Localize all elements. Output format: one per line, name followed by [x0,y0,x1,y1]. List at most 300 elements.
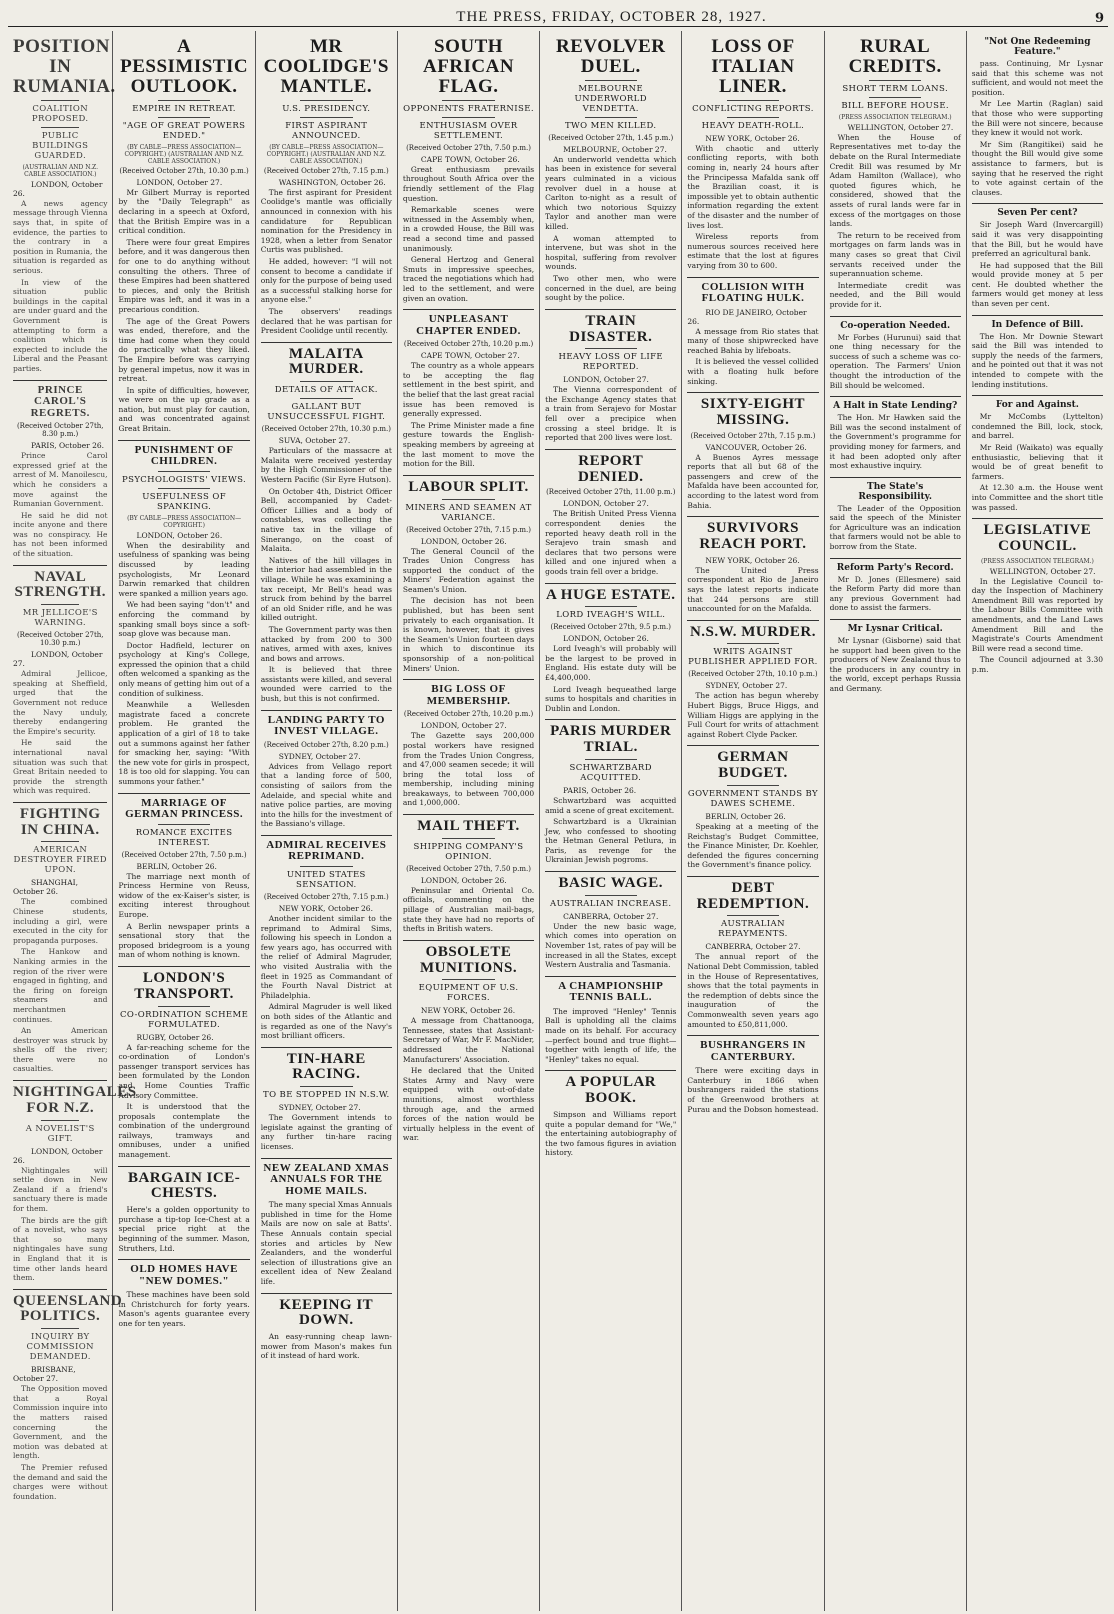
article-paragraph: The Gazette says 200,000 postal workers have resigned from the Trades Union Congress, and 47,000 seamen secede; it will bring the total loss of membership, including mining breakaways, to between 700,000 and 1,000,000. [402,731,535,808]
article-paragraph: These machines have been sold in Christchurch for forty years. Mason's agents guarantee every one for ten years. [118,1290,250,1328]
dateline: NEW YORK, October 26. [278,904,373,913]
article-headline: LONDON'S TRANSPORT. [134,970,234,1002]
article-paragraph: In the Legislative Council to-day the Inspection of Machinery Amendment Bill was reported by the Labour Bills Committee with amendments, and the Land Laws Amendment Bill and the Magistrate's Courts Amendment Bill were read a second time. [971,576,1104,653]
article-deck: "AGE OF GREAT POWERS ENDED." [122,120,246,141]
article-headline: A HUGE ESTATE. [546,586,676,603]
article-deck: BILL BEFORE HOUSE. [841,100,950,111]
article-deck: HEAVY DEATH-ROLL. [701,120,805,131]
article-divider [830,619,961,620]
article-paragraph: It is believed the vessel collided with a floating hulk before sinking. [687,357,819,386]
dateline: BERLIN, October 26. [705,811,786,821]
article-deck: FIRST ASPIRANT ANNOUNCED. [285,120,368,141]
article-headline: A PESSIMISTIC OUTLOOK. [120,36,249,97]
dateline: WELLINGTON, October 27. [989,566,1096,576]
received-time: (Received October 27th, 7.50 p.m.) [406,864,531,873]
article-deck: MELBOURNE UNDERWORLD VENDETTA. [574,83,647,114]
dateline: BRISBANE, October 27. [13,1365,76,1384]
dateline: NEW YORK, October 26. [705,133,800,143]
article [830,37,961,310]
article-paragraph: The Leader of the Opposition said the speech of the Minister for Agriculture was an indication that farmers would not be able to borrow from the State. [829,503,961,552]
dateline: SYDNEY, October 27. [705,681,788,691]
dateline: LONDON, October 26. [420,875,507,885]
article-headline: NEW ZEALAND XMAS ANNUALS FOR THE HOME MAILS. [263,1161,390,1197]
article-paragraph: He added, however: "I will not consent to become a candidate if only for the purpose of being used as a successful stalking horse for anyone else." [260,256,392,305]
article-headline: LANDING PARTY TO INVEST VILLAGE. [267,713,385,738]
article-paragraph: In view of the situation public buildings in the capital are under guard and the Government is attempting to form a coalition which is expected to include the Liberal and the Peasant parties. [13,277,108,373]
article-deck: WRITS AGAINST PUBLISHER APPLIED FOR. [688,647,818,668]
article-headline: OBSOLETE MUNITIONS. [419,943,518,976]
article-headline: PARIS MURDER TRIAL. [550,723,672,756]
received-time: (Received October 27th, 7.15 p.m.) [263,166,389,175]
article-headline: BASIC WAGE. [558,875,663,892]
masthead [8,4,1108,27]
article-paragraph: It is believed that three assistants were killed, and several wounded were carried to the bush, but this is not confirmed. [260,665,392,704]
dateline: LONDON, October 27. [563,499,649,509]
article-divider [687,620,818,621]
article-divider [687,277,818,278]
article-deck: CONFLICTING REPORTS. [692,103,814,114]
article-deck: PUBLIC BUILDINGS GUARDED. [32,130,89,161]
article-divider [687,876,818,877]
article-paragraph: The decision has not been published, but has been sent privately to each organisation. It is known, however, that it gives the Seamen's Union fourteen days in which to discontinue its sponsorship of a non-political Miners' Union. [402,596,535,673]
article-paragraph: Two other men, who were concerned in the duel, are being sought by the police. [545,274,677,303]
article-headline: BUSHRANGERS IN CANTERBURY. [700,1039,806,1063]
article-headline: QUEENSLAND POLITICS. [13,1292,123,1325]
article-headline: LABOUR SPLIT. [408,478,529,495]
article-paragraph: The Vienna correspondent of the Exchange Agency states that a train from Serajevo for Mostar fell over a precipice when crossing a steel bridge. It is reported that 200 lives were lost. [545,385,677,443]
article-divider [13,380,107,381]
article-divider [972,518,1103,519]
article-divider [545,583,676,584]
article [13,1292,123,1502]
wire-credit: (BY CABLE—PRESS ASSOCIATION—COPYRIGHT.) [127,514,242,529]
received-time: (Received October 27th, 11.00 p.m.) [546,488,676,497]
article [403,314,534,469]
article-headline: UNPLEASANT CHAPTER ENDED. [416,313,521,337]
article [972,523,1103,674]
article-divider [403,475,534,476]
wire-credit: (PRESS ASSOCIATION TELEGRAM.) [838,113,952,121]
dateline: SYDNEY, October 27. [278,1103,361,1113]
article [687,37,818,271]
article-paragraph: A Berlin newspaper prints a sensational story that the proposed bridegroom is a young man of whom nothing is known. [118,921,250,960]
dateline: LONDON, October 27. [13,650,103,669]
article-divider [687,392,818,393]
article-paragraph: Simpson and Williams report quite a popular demand for "We," the entertaining autobiography of the two famous figures in aviation history. [545,1109,677,1158]
dateline: LONDON, October 26. [420,536,507,546]
article-paragraph: The country as a whole appears to be accepting the flag settlement in the best spirit, and the belief that the last great racial issue has been removed is generally expressed. [402,361,535,419]
article-deck: UNITED STATES SENSATION. [286,870,366,890]
dateline: WELLINGTON, October 27. [847,122,954,132]
article-paragraph: The observers' readings declared that he was partisan for President Coolidge until recently. [260,306,392,336]
article-headline: OLD HOMES HAVE "NEW DOMES." [130,1263,238,1287]
article-paragraph: The marriage next month of Princess Hermine von Reuss, widow of the ex-Kaiser's sister, is exciting interest throughout Europe. [118,871,250,920]
article-deck: ROMANCE EXCITES INTEREST. [135,827,233,848]
column-4 [398,31,540,1611]
article-paragraph: An easy-running cheap lawn-mower from Mason's makes fun of it instead of hard work. [260,1332,392,1361]
article-headline: MARRIAGE OF GERMAN PRINCESS. [125,796,244,821]
article-paragraph: When the House of Representatives met to-day the debate on the Rural Intermediate Credit Bill was resumed by Mr Adam Hamilton (Wallace), who quoted figures which, he considered, showed that the assets of rural lands were far in excess of the mortgages on those lands. [829,132,961,229]
article [830,563,961,613]
article [972,400,1103,512]
article-headline: POSITION IN RUMANIA. [13,36,116,97]
article-divider [13,1289,107,1290]
article-deck: DETAILS OF ATTACK. [274,385,378,396]
article-headline: COLLISION WITH FLOATING HULK. [701,280,805,305]
article-paragraph: Great enthusiasm prevails throughout South Africa over the friendly settlement of the Flag question. [402,164,535,203]
article-deck: U.S. PRESIDENCY. [282,103,371,114]
article-headline: REPORT DENIED. [577,452,644,485]
article-headline: Reform Party's Record. [836,562,954,573]
article-divider [545,976,676,977]
article-paragraph: It is understood that the proposals contemplate the combination of the underground railways, tramways and omnibuses, under a unified management. [118,1102,250,1160]
article-headline: MAIL THEFT. [417,818,520,835]
article-paragraph: A message from Chattanooga, Tennessee, states that Assistant-Secretary of War, Mr F. MacNider, addressed the National Manufacturers' Association. [402,1016,535,1064]
article-paragraph: Mr D. Jones (Ellesmere) said the Reform Party did more than any previous Government had done to assist the farmers. [829,574,961,613]
article-deck: A NOVELIST'S GIFT. [25,1123,95,1144]
article-headline: A POPULAR BOOK. [565,1074,657,1107]
article [261,840,392,1041]
article-paragraph: The United Press correspondent at Rio de Janeiro says the latest reports indicate that 244 persons are still unaccounted for on the Mafalda. [687,565,819,614]
article [687,521,818,613]
article-deck: AMERICAN DESTROYER FIRED UPON. [13,845,107,876]
article-deck: TWO MEN KILLED. [564,120,657,131]
article-headline: LEGISLATIVE COUNCIL. [983,522,1092,554]
article-paragraph: The British United Press Vienna correspondent denies the reported heavy death roll in the Serajevo train smash and declares that two persons were killed and one injured when a goods train fell over a bridge. [545,509,677,576]
received-time: (Received October 27th, 10.30 p.m.) [261,425,391,434]
article-divider [687,745,818,746]
article-paragraph: In spite of difficulties, however, we were on the up grade as a nation, but must play for caution, and was concentrated against Great Britain. [118,385,250,434]
article-paragraph: Advices from Vellago report that a landing force of 500, consisting of sailors from the Adelaide, and special white and native police parties, are moving into the hills for the investment of the Bassiano's village. [260,761,392,829]
article-divider [118,1259,249,1260]
article-paragraph: On October 4th, District Officer Bell, accompanied by Cadet-Officer Lillies and a body of constables, was collecting the native tax in the village of Sinerango, on the coast of Malaita. [260,486,392,554]
article-deck: COALITION PROPOSED. [31,103,89,124]
article-divider [830,396,961,397]
article-deck: AUSTRALIAN REPAYMENTS. [718,919,788,940]
article [545,454,676,577]
article-paragraph: The return to be received from mortgages on farm lands was in many cases so great that Civil servants received under the superannuation scheme. [829,230,961,279]
article-paragraph: Lord Iveagh's will probably will be the largest to be proved in England. His estate duty will be £4,400,000. [545,644,677,683]
dateline: LONDON, October 27. [136,177,223,187]
article [545,876,676,970]
received-time: (Received October 27th, 10.30 p.m.) [16,631,104,648]
received-time: (Received October 27th, 7.15 p.m.) [263,893,389,901]
article-paragraph: Admiral Jellicoe, speaking at Sheffield, urged that the Government not reduce the Navy unduly, thereby endangering the Empire's security. [13,669,108,736]
article [261,1163,392,1287]
article-divider [261,1158,392,1159]
article-paragraph: An American destroyer was struck by shells off the river; there were no casualties. [13,1026,108,1074]
article-headline: SURVIVORS REACH PORT. [699,520,807,552]
article-deck: GALLANT BUT UNSUCCESSFUL FIGHT. [267,402,386,423]
article-divider [545,871,676,872]
article-paragraph: The action has begun whereby Hubert Biggs, Bruce Higgs, and William Higgs are applying in the Full Court for writs of attachment against Robert Clyde Packer. [687,691,819,739]
article-divider [972,203,1103,204]
dateline: LONDON, October 26. [13,1146,103,1165]
article-paragraph: Mr McCombs (Lyttelton) condemned the Bill, lock, stock, and barrel. [971,412,1104,441]
article-divider [545,309,676,310]
dateline: SUVA, October 27. [278,436,351,446]
article-divider [261,342,392,343]
article [545,588,676,714]
article-divider [830,316,961,317]
article-divider [403,309,534,310]
article [13,385,107,559]
wire-credit: (BY CABLE—PRESS ASSOCIATION—COPYRIGHT.) (AUSTRALIAN AND N.Z. CABLE ASSOCIATION.) [266,143,386,165]
received-time: (Received October 27th, 7.50 p.m.) [121,850,247,859]
article [261,37,392,336]
article [830,401,961,471]
article-paragraph: Wireless reports from numerous sources received here estimate that the lost at figures varying from 30 to 600. [687,232,819,270]
article-headline: ADMIRAL RECEIVES REPRIMAND. [266,838,387,863]
article [687,625,818,740]
column-7 [825,31,967,1611]
article-headline: RURAL CREDITS. [848,36,942,77]
article-divider [13,1080,107,1081]
article [403,945,534,1143]
column-1 [8,31,137,1611]
article-divider [830,477,961,478]
article-divider [403,679,534,680]
article-paragraph: Another incident similar to the reprimand to Admiral Sims, following his speech in London a few years ago, has occurred with the relief of Admiral Magruder, who visited Australia with the fleet in 1925 as Commandant of the Fourth Naval District at Philadelphia. [260,914,392,1000]
article-paragraph: Schwartzbard is a Ukrainian Jew, who confessed to shooting the Hetman General Petlura, in Paris, as revenge for the Ukrainian Jewish pogroms. [545,817,677,865]
article [118,445,249,787]
article [118,798,249,960]
article-paragraph: The age of the Great Powers was ended, therefore, and the time had come when they could do practically what they liked. The Empire before was carrying by general impetus, now it was in retreat. [118,316,250,384]
article-paragraph: A Buenos Ayres message reports that all but 68 of the passengers and crew of the Mafalda have been accounted for, according to the latest word from Bahia. [687,452,819,510]
column-5 [540,31,682,1611]
article-paragraph: The improved "Henley" Tennis Ball is upholding all the claims made on its behalf. For accuracy—perfect bound and true flight—together with length of life, the "Henley" takes no equal. [545,1006,677,1064]
article-paragraph: Schwartzbard was acquitted amid a scene of great excitement. [545,795,677,815]
article [261,1298,392,1361]
article-headline: TRAIN DISASTER. [569,312,653,345]
article-paragraph: The Government intends to legislate against the granting of any further tin-hare racing licenses. [260,1113,392,1151]
page-number: 9 [1094,11,1104,26]
wire-credit: (BY CABLE—PRESS ASSOCIATION—COPYRIGHT.) (AUSTRALIAN AND N.Z. CABLE ASSOCIATION.) [124,143,244,165]
article-deck: OPPONENTS FRATERNISE. [403,103,534,114]
article-paragraph: The Council adjourned at 3.30 p.m. [971,655,1104,674]
article-paragraph: pass. Continuing, Mr Lysnar said that this scheme was not sufficient, and would not meet the position. [971,59,1104,97]
article-divider [13,802,107,803]
article-divider [545,1070,676,1071]
article-paragraph: A news agency message through Vienna says that, in spite of evidence, the parties to the contrary in a position in Rumania, the situation is regarded as serious. [13,198,108,275]
article-paragraph: There were four great Empires before, and it was dangerous then for one to do anything without consulting the others. Three of these Empires had been shattered to pieces, and only the British Empire was left, and it was in a precarious condition. [118,237,250,314]
article [972,37,1103,197]
article-divider [261,710,392,711]
article [118,971,249,1160]
column-8 [967,31,1108,1611]
article-deck: USEFULNESS OF SPANKING. [142,491,226,512]
article [403,480,534,673]
dateline: CANBERRA, October 27. [563,911,659,921]
article-divider [545,719,676,720]
article [13,1084,137,1283]
article-headline: NIGHTINGALES FOR N.Z. [13,1084,137,1116]
dateline: NEW YORK, October 26. [705,555,800,565]
article-headline: PRINCE CAROL'S REGRETS. [30,383,90,419]
article [403,37,534,303]
article-deck: AUSTRALIAN INCREASE. [550,898,672,909]
article-divider [972,315,1103,316]
received-time: (Received October 27th, 7.15 p.m.) [690,431,816,440]
wire-credit: (AUSTRALIAN AND N.Z. CABLE ASSOCIATION.) [22,163,99,178]
article-deck: EMPIRE IN RETREAT. [132,103,236,114]
article-divider [972,395,1103,396]
dateline: PARIS, October 26. [563,785,637,795]
received-time: (Received October 27th, 10.20 p.m.) [403,340,534,349]
article-headline: PUNISHMENT OF CHILDREN. [134,443,234,468]
article [972,320,1103,390]
masthead-title: THE PRESS, FRIDAY, OCTOBER 28, 1927. [456,9,767,25]
article-divider [118,966,249,967]
article-headline: A CHAMPIONSHIP TENNIS BALL. [558,979,664,1004]
dateline: LONDON, October 26. [563,634,649,644]
article-divider [118,440,249,441]
article [261,347,392,704]
received-time: (Received October 27th, 9.5 p.m.) [550,623,671,632]
article-headline: For and Against. [995,400,1079,411]
article-paragraph: The Premier refused the demand and said the charges were without foundation. [13,1462,108,1501]
article-paragraph: Peninsular and Oriental Co. officials, commenting on the pillage of Australian mail-bags, state they have had no reports of thefts in British waters. [402,885,535,934]
article [687,397,818,510]
article-paragraph: The Hon. Mr Hawken said the Bill was the second instalment of the Government's programme for providing money for farmers, and it had been adopted only after most exhaustive inquiry. [829,413,961,471]
article [118,1171,249,1253]
article-headline: MR COOLIDGE'S MANTLE. [263,36,389,97]
dateline: SYDNEY, October 27. [278,751,361,761]
article-paragraph: There were exciting days in Canterbury in 1866 when bushrangers raided the stations of the Greenwood brothers at Purau and the Dobson homestead. [687,1066,819,1114]
article-headline: SOUTH AFRICAN FLAG. [422,36,515,97]
article-divider [403,940,534,941]
article-divider [261,835,392,836]
received-time: (Received October 27th, 7.15 p.m.) [406,525,531,534]
article-headline: LOSS OF ITALIAN LINER. [711,36,795,97]
dateline: NEW YORK, October 26. [420,1006,516,1016]
article-divider [118,1166,249,1167]
article-paragraph: Mr Lysnar (Gisborne) said that he support had been given to the producers of New Zealand thus to the producers in any country in the world, except perhaps Russia and Germany. [829,636,961,693]
article-deck: INQUIRY BY COMMISSION DEMANDED. [26,1332,94,1363]
article-headline: DEBT REDEMPTION. [696,879,810,912]
article-headline: MALAITA MURDER. [288,345,364,378]
article-paragraph: Meanwhile a Wellesden magistrate faced a concrete problem. He granted the application of a girl of 18 to take out a summons against her father for smacking her, saying: "With the new vote for girls in prospect, 18 is too old for slapping. You can summons your father." [118,700,250,786]
dateline: CAPE TOWN, October 27. [420,351,520,361]
dateline: LONDON, October 27. [420,721,507,731]
dateline: MELBOURNE, October 27. [563,144,667,154]
article-deck: CO-ORDINATION SCHEME FORMULATED. [119,1009,249,1030]
article-paragraph: He had supposed that the Bill would provide money at 5 per cent. He doubted whether the farmers would get money at less than seven per cent. [971,260,1104,309]
article-headline: SIXTY-EIGHT MISSING. [700,396,806,428]
article-headline: "Not One Redeeming Feature." [984,37,1091,57]
article [687,881,818,1029]
dateline: BERLIN, October 26. [136,861,217,871]
article-divider [118,793,249,794]
article-paragraph: Under the new basic wage, which comes into operation on November 1st, rates of pay will be increased in all the States, except Western Australia and Tasmania. [545,921,677,970]
article-paragraph: The General Council of the Trades Union Congress has supported the conduct of the Miners' Federation against the Seamen's Union. [402,546,535,594]
article [545,1075,676,1157]
article-paragraph: The Opposition moved that a Royal Commission inquire into the matters raised concerning the Government, and the motion was debated at length. [13,1384,108,1461]
article [13,36,116,374]
article [972,208,1103,308]
column-2 [113,31,255,1611]
dateline: RIO DE JANEIRO, October 26. [687,307,807,326]
article [830,482,961,552]
dateline: VANCOUVER, October 26. [705,442,807,452]
dateline: CAPE TOWN, October 26. [420,154,520,164]
article-paragraph: Mr Sim (Rangitikei) said he thought the Bill would give some assistance to farmers, but is saying that he reserved the right to vote against certain of the clauses. [971,139,1104,197]
article [118,37,249,434]
article-headline: Co-operation Needed. [840,320,951,331]
article-paragraph: Doctor Hadfield, lecturer on psychology at King's College, expressed the opinion that a child often welcomed a spanking as the only means of getting him out of a condition of sulkiness. [118,640,250,698]
article-headline: The State's Responsibility. [858,481,932,502]
article [13,570,107,796]
article-headline: FIGHTING IN CHINA. [19,805,101,838]
article [545,314,676,443]
article-deck: GOVERNMENT STANDS BY DAWES SCHEME. [687,788,819,809]
article [13,807,107,1074]
article-headline: GERMAN BUDGET. [717,749,789,782]
article-divider [545,449,676,450]
article [403,819,534,934]
article-paragraph: Particulars of the massacre at Malaita were received yesterday by the High Commissioner of the Western Pacific (Sir Eyre Hutson). [260,446,392,484]
article-paragraph: The birds are the gift of a novelist, who says that so many nightingales have sung in England that it is time other lands heard them. [13,1215,108,1283]
article-paragraph: General Hertzog and General Smuts in impressive speeches, traced the negotiations which had led to the settlement, and were given an ovation. [402,255,535,303]
article-paragraph: The Prime Minister made a fine gesture towards the English-speaking members by agreeing at the last moment to move the motion for the Bill. [402,420,535,469]
article-divider [403,814,534,815]
article-headline: TIN-HARE RACING. [286,1050,366,1083]
article-paragraph: Mr Forbes (Hurunui) said that one thing necessary for the success of such a scheme was co-operation. The Farmers' Union thought the introduction of the Bill should be welcomed. [829,332,961,390]
article [545,981,676,1065]
received-time: (Received October 27th, 8.20 p.m.) [263,740,389,749]
article-paragraph: A far-reaching scheme for the co-ordination of London's passenger transport services has been formulated by the London and Home Counties Traffic Advisory Committee. [118,1042,250,1100]
article-paragraph: Mr Lee Martin (Raglan) said that those who were supporting the Bill were not sincere, because they knew it would not work. [971,99,1104,138]
article-deck: MR JELLICOE'S WARNING. [22,608,98,629]
article [118,1264,249,1328]
article-paragraph: Intermediate credit was needed, and the Bill would provide for it. [829,280,961,309]
column-6 [682,31,824,1611]
article [261,715,392,829]
dateline: LONDON, October 26. [13,179,103,198]
article-paragraph: An underworld vendetta which has been in existence for several years culminated in a vicious revolver duel in a house at Carlton to-night as a result of which two notorious Squizzy Taylor and another man were killed. [545,154,677,232]
article-paragraph: The many special Xmas Annuals published in time for the Home Mails are now on sale at Batts'. These Annuals contain special stories and articles by New Zealanders, and the wonderful selection of illustrations give an excellent idea of New Zealand life. [260,1200,392,1286]
article-headline: N.S.W. MURDER. [689,623,816,640]
received-time: (Received October 27th, 10.10 p.m.) [688,670,818,679]
dateline: LONDON, October 26. [136,530,223,540]
article [545,37,676,303]
article-divider [261,1293,392,1294]
article-deck: EQUIPMENT OF U.S. FORCES. [418,983,519,1004]
article [687,1040,818,1114]
article [830,321,961,391]
article-paragraph: When the desirability and usefulness of spanking was being discussed by leading psychologists, Mr Leonard Darwin remarked that children were spanked a million years ago. [118,540,250,598]
article-paragraph: He said he did not incite anyone and there was no conspiracy. He has not been informed of the situation. [13,510,108,559]
article-divider [687,516,818,517]
article-deck: SHORT TERM LOANS. [842,83,949,94]
article-paragraph: Natives of the hill villages in the interior had assembled in the village. While he was examining a tax receipt, Mr Bell's head was struck from behind by the barrel of an old Snider rifle, and he was killed outright. [260,555,392,623]
received-time: (Received October 27th, 10.20 p.m.) [403,710,534,719]
article-paragraph: At 12.30 a.m. the House went into Committee and the short title was passed. [971,483,1104,512]
article-headline: BARGAIN ICE-CHESTS. [127,1169,241,1202]
article-headline: BIG LOSS OF MEMBERSHIP. [426,683,511,707]
article-paragraph: Mr Gilbert Murray is reported by the "Daily Telegraph" as declaring in a speech at Oxford, that the British Empire was in a critical condition. [118,187,250,236]
article [403,684,534,808]
article [830,624,961,694]
article-deck: HEAVY LOSS OF LIFE REPORTED. [558,352,663,373]
article-paragraph: Lord Iveagh bequeathed large sums to hospitals and charities in Dublin and London. [545,684,677,713]
article-paragraph: A message from Rio states that many of those shipwrecked have reached Bahia by lifeboats. [687,326,819,355]
article-paragraph: He said the international naval situation was such that Great Britain needed to provide the strength which was required. [13,738,108,796]
article-paragraph: We had been saying "don't" and enforcing the command by spanking small boys since a soft-soap glove was because man. [118,600,250,639]
columns [8,31,1108,1611]
article-paragraph: Remarkable scenes were witnessed in the Assembly when, in a crowded House, the Bill was read a second time and passed unanimously. [402,205,535,253]
article-headline: Mr Lysnar Critical. [847,624,943,635]
